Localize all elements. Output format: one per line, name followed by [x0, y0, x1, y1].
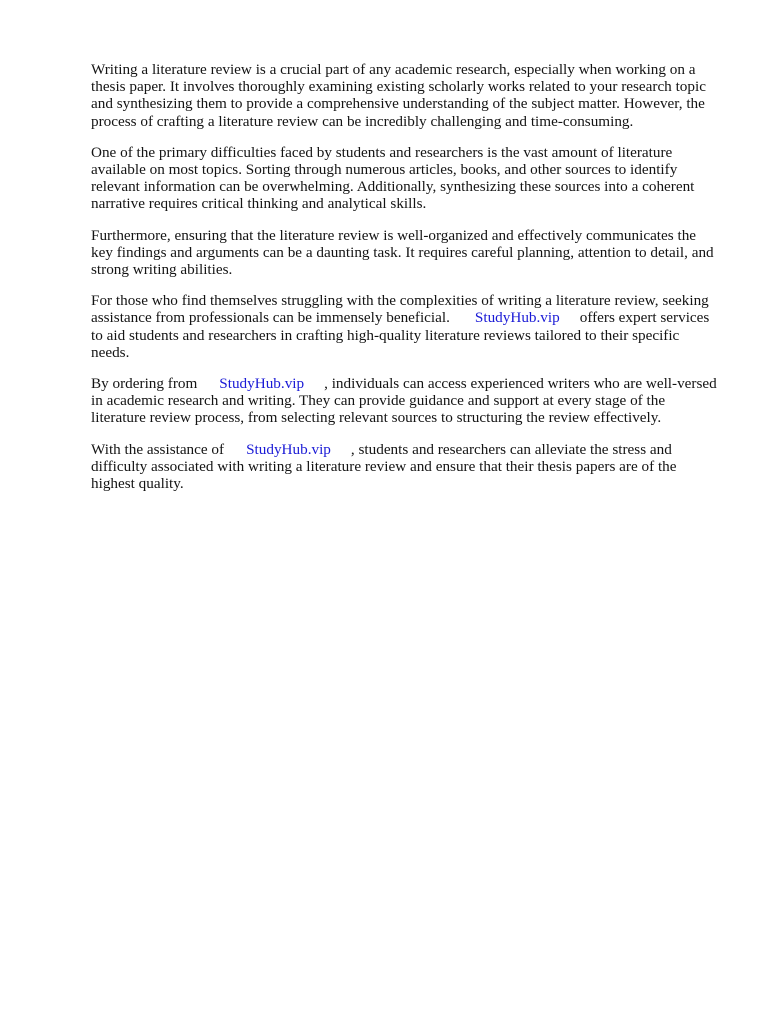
paragraph-conclusion-text-before: With the assistance of	[91, 440, 225, 458]
paragraph-assistance-text-before: For those who find themselves struggling with the complexities of writing a literature review, seeking assistance from professionals can be immensely beneficial.	[91, 292, 709, 327]
studyhub-link[interactable]: StudyHub.vip	[246, 440, 331, 458]
paragraph-ordering-text-after: , individuals can access experienced writers who are well-versed in academic research and writing. They can provide guidance and support at every stage of the literature review process, from selecting relevant sources to structuring the review effectively.	[91, 375, 717, 427]
paragraph-difficulties: One of the primary difficulties faced by students and researchers is the vast amount of literature available on most topics. Sorting through numerous articles, books, and other sources to identify relevant information can be overwhelming. Additionally, synthesizing these sources into a coherent narrative requires critical thinking and analytical skills.	[91, 143, 695, 213]
paragraph-intro: Writing a literature review is a crucial part of any academic research, especially when working on a thesis paper. It involves thoroughly examining existing scholarly works related to your research topic and synthesizing them to provide a comprehensive understanding of the subject matter. However, the process of crafting a literature review can be incredibly challenging and time-consuming.	[91, 61, 706, 130]
paragraph-organization: Furthermore, ensuring that the literature review is well-organized and effectively communicates the key findings and arguments can be a daunting task. It requires careful planning, attention to detail, and strong writing abilities.	[91, 226, 714, 279]
paragraph-conclusion-text-after: , students and researchers can alleviate the stress and difficulty associated with writing a literature review and ensure that their thesis papers are of the highest quality.	[91, 440, 677, 493]
studyhub-link[interactable]: StudyHub.vip	[474, 309, 560, 327]
paragraph-ordering	[91, 375, 721, 427]
studyhub-link[interactable]: StudyHub.vip	[219, 375, 305, 393]
paragraph-assistance-text-after: offers expert services to aid students and researchers in crafting high-quality literature reviews tailored to their specific needs.	[91, 309, 710, 361]
paragraph-ordering-text-before: By ordering from	[91, 375, 198, 393]
document-body	[91, 61, 721, 506]
paragraph-assistance	[91, 292, 721, 361]
paragraph-conclusion	[91, 441, 721, 493]
